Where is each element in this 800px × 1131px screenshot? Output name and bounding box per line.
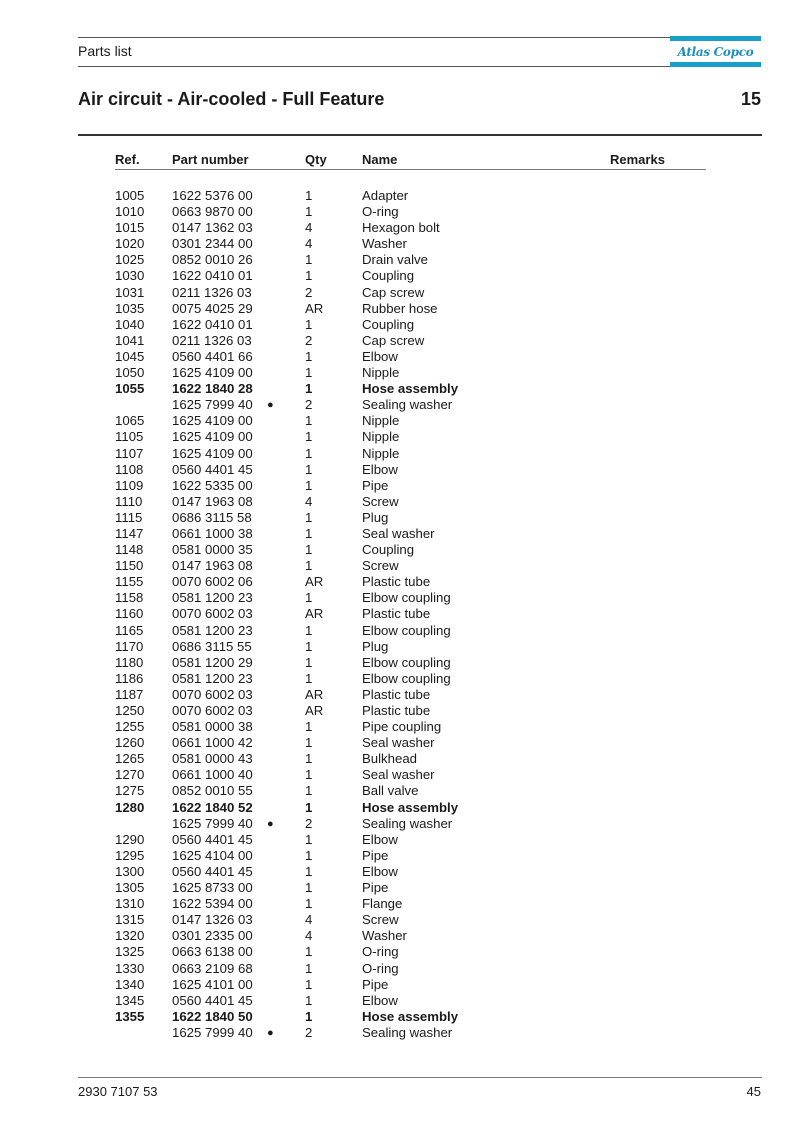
cell-part-number: 0581 1200 23 xyxy=(172,590,253,606)
table-row xyxy=(0,703,800,719)
cell-name: Elbow xyxy=(362,831,398,847)
cell-name: Elbow xyxy=(362,992,398,1008)
cell-ref: 1320 xyxy=(115,928,145,944)
cell-qty: 4 xyxy=(305,912,313,928)
cell-part-number: 1625 4101 00 xyxy=(172,976,253,992)
table-row xyxy=(0,413,800,429)
cell-name: Plastic tube xyxy=(362,703,431,718)
cell-ref: 1165 xyxy=(115,622,144,638)
table-row xyxy=(0,993,800,1009)
cell-qty: 1 xyxy=(305,316,313,332)
cell-qty: 1 xyxy=(305,654,313,670)
cell-part-number: 1622 1840 50 xyxy=(172,1008,253,1024)
cell-name: Screw xyxy=(362,558,399,574)
cell-part-number: 0581 0000 38 xyxy=(172,719,253,735)
cell-qty: 1 xyxy=(305,863,313,879)
table-row xyxy=(0,381,800,397)
cell-part-number: 1622 5376 00 xyxy=(172,188,253,203)
cell-name: Nipple xyxy=(362,445,400,461)
cell-part-number: 1625 7999 40 xyxy=(172,1024,253,1040)
cell-part-number: 0560 4401 45 xyxy=(172,831,253,847)
cell-qty: 1 xyxy=(305,525,313,541)
table-row xyxy=(0,800,800,816)
cell-part-number: 1625 4109 00 xyxy=(172,413,253,429)
cell-ref: 1115 xyxy=(115,509,143,525)
table-row xyxy=(0,462,800,478)
cell-qty: 4 xyxy=(305,928,313,944)
cell-qty: 2 xyxy=(305,397,313,413)
table-row xyxy=(0,623,800,639)
parts-table xyxy=(0,188,800,1041)
cell-ref: 1305 xyxy=(115,880,145,896)
table-row xyxy=(0,880,800,896)
cell-qty: 2 xyxy=(305,284,313,300)
cell-qty: 1 xyxy=(305,188,313,203)
brand-logo xyxy=(670,36,761,67)
cell-ref: 1315 xyxy=(115,912,145,928)
cell-qty: 1 xyxy=(305,509,313,525)
table-row xyxy=(0,268,800,284)
cell-ref: 1045 xyxy=(115,348,145,364)
cell-part-number: 1622 0410 01 xyxy=(172,268,253,284)
cell-name: Seal washer xyxy=(362,525,435,541)
cell-part-number: 0661 1000 38 xyxy=(172,525,253,541)
cell-qty: 1 xyxy=(305,461,313,477)
cell-ref: 1147 xyxy=(115,525,144,541)
cell-ref: 1186 xyxy=(115,670,144,686)
cell-qty: 1 xyxy=(305,783,313,799)
cell-part-number: 1625 4104 00 xyxy=(172,847,253,863)
column-header-name: Name xyxy=(362,152,398,167)
cell-ref: 1040 xyxy=(115,316,145,332)
cell-ref: 1015 xyxy=(115,220,145,236)
cell-ref: 1065 xyxy=(115,413,145,429)
cell-part-number: 0560 4401 66 xyxy=(172,348,253,364)
cell-qty: 1 xyxy=(305,542,313,558)
column-header-ref: Ref. xyxy=(115,152,140,167)
bullet-marker-icon: ● xyxy=(267,399,274,412)
cell-part-number: 0070 6002 03 xyxy=(172,686,253,702)
table-row xyxy=(0,220,800,236)
page-number: 45 xyxy=(746,1084,761,1099)
cell-part-number: 0663 9870 00 xyxy=(172,204,253,220)
cell-ref: 1340 xyxy=(115,976,145,992)
cell-ref: 1310 xyxy=(115,896,145,912)
cell-part-number: 1622 1840 52 xyxy=(172,799,253,815)
table-row xyxy=(0,590,800,606)
cell-name: Washer xyxy=(362,236,407,252)
cell-name: O-ring xyxy=(362,960,399,976)
cell-qty: 1 xyxy=(305,590,313,606)
column-header-rule xyxy=(115,169,706,170)
cell-ref: 1105 xyxy=(115,429,144,445)
cell-ref: 1108 xyxy=(115,461,144,477)
table-row xyxy=(0,252,800,268)
cell-name: Coupling xyxy=(362,542,415,558)
cell-qty: 1 xyxy=(305,847,313,863)
page-title: Air circuit - Air-cooled - Full Feature xyxy=(78,89,385,109)
cell-name: Plug xyxy=(362,509,389,525)
table-row xyxy=(0,574,800,590)
logo-text: Atlas Copco xyxy=(677,44,754,59)
cell-qty: 1 xyxy=(305,960,313,976)
cell-name: Elbow xyxy=(362,863,398,879)
logo-top-bar xyxy=(670,36,761,41)
cell-name: Coupling xyxy=(362,316,415,332)
cell-name: Seal washer xyxy=(362,735,435,751)
title-rule xyxy=(78,134,762,136)
cell-name: Flange xyxy=(362,896,403,912)
table-row xyxy=(0,977,800,993)
cell-qty: 1 xyxy=(305,558,313,574)
cell-qty: 4 xyxy=(305,493,313,509)
cell-qty: 1 xyxy=(305,252,313,268)
header-bottom-rule xyxy=(78,66,683,67)
cell-part-number: 0301 2335 00 xyxy=(172,928,253,944)
cell-name: Seal washer xyxy=(362,767,435,783)
table-row xyxy=(0,783,800,799)
cell-qty: 1 xyxy=(305,767,313,783)
table-row xyxy=(0,494,800,510)
cell-name: O-ring xyxy=(362,204,399,220)
cell-ref: 1150 xyxy=(115,558,144,574)
footer-rule xyxy=(78,1077,762,1078)
bullet-marker-icon: ● xyxy=(267,1026,274,1039)
table-row xyxy=(0,317,800,333)
cell-name: Sealing washer xyxy=(362,815,453,831)
cell-qty: AR xyxy=(305,686,324,702)
cell-name: Pipe xyxy=(362,847,389,863)
cell-name: Washer xyxy=(362,928,407,944)
table-row xyxy=(0,832,800,848)
cell-name: Elbow coupling xyxy=(362,654,451,670)
cell-qty: 1 xyxy=(305,992,313,1008)
table-row xyxy=(0,961,800,977)
table-row xyxy=(0,896,800,912)
cell-part-number: 0661 1000 42 xyxy=(172,735,253,751)
cell-ref: 1180 xyxy=(115,654,144,670)
cell-part-number: 0070 6002 06 xyxy=(172,574,253,590)
cell-ref: 1041 xyxy=(115,332,145,348)
table-row xyxy=(0,944,800,960)
cell-part-number: 0686 3115 58 xyxy=(172,509,252,525)
cell-ref: 1005 xyxy=(115,188,145,203)
cell-name: Plug xyxy=(362,638,389,654)
cell-part-number: 0581 1200 23 xyxy=(172,622,253,638)
cell-qty: 4 xyxy=(305,220,313,236)
cell-name: Screw xyxy=(362,912,399,928)
cell-part-number: 0070 6002 03 xyxy=(172,703,253,718)
cell-part-number: 0147 1963 08 xyxy=(172,558,253,574)
cell-part-number: 0852 0010 55 xyxy=(172,783,253,799)
cell-ref: 1035 xyxy=(115,300,145,316)
cell-ref: 1148 xyxy=(115,542,144,558)
cell-qty: 1 xyxy=(305,751,313,767)
table-row xyxy=(0,719,800,735)
cell-ref: 1158 xyxy=(115,590,144,606)
cell-part-number: 0663 2109 68 xyxy=(172,960,253,976)
cell-name: Plastic tube xyxy=(362,686,431,702)
cell-qty: AR xyxy=(305,300,324,316)
cell-qty: AR xyxy=(305,606,324,622)
cell-ref: 1260 xyxy=(115,735,145,751)
cell-ref: 1020 xyxy=(115,236,145,252)
cell-part-number: 0581 1200 29 xyxy=(172,654,253,670)
document-number: 2930 7107 53 xyxy=(78,1084,158,1099)
cell-ref: 1107 xyxy=(115,445,144,461)
cell-ref: 1055 xyxy=(115,381,145,397)
cell-part-number: 0147 1963 08 xyxy=(172,493,253,509)
cell-qty: AR xyxy=(305,574,324,590)
cell-name: Nipple xyxy=(362,365,400,381)
cell-part-number: 0560 4401 45 xyxy=(172,461,253,477)
cell-name: Elbow xyxy=(362,461,398,477)
cell-name: Plastic tube xyxy=(362,574,431,590)
cell-name: Coupling xyxy=(362,268,415,284)
cell-name: Cap screw xyxy=(362,332,425,348)
table-row xyxy=(0,767,800,783)
table-row xyxy=(0,639,800,655)
table-row xyxy=(0,478,800,494)
table-row xyxy=(0,333,800,349)
cell-name: Nipple xyxy=(362,429,400,445)
cell-part-number: 0301 2344 00 xyxy=(172,236,253,252)
cell-part-number: 0852 0010 26 xyxy=(172,252,253,268)
cell-name: Rubber hose xyxy=(362,300,438,316)
cell-ref: 1187 xyxy=(115,686,144,702)
cell-part-number: 0560 4401 45 xyxy=(172,863,253,879)
cell-ref: 1031 xyxy=(115,284,145,300)
table-row xyxy=(0,542,800,558)
cell-qty: 1 xyxy=(305,365,313,381)
cell-qty: 1 xyxy=(305,735,313,751)
table-row xyxy=(0,912,800,928)
table-row xyxy=(0,446,800,462)
cell-qty: 1 xyxy=(305,831,313,847)
cell-name: Pipe xyxy=(362,880,389,896)
cell-qty: 1 xyxy=(305,622,313,638)
cell-ref: 1010 xyxy=(115,204,145,220)
cell-part-number: 0661 1000 40 xyxy=(172,767,253,783)
cell-part-number: 0560 4401 45 xyxy=(172,992,253,1008)
table-row xyxy=(0,848,800,864)
table-row xyxy=(0,928,800,944)
cell-ref: 1170 xyxy=(115,638,144,654)
cell-name: Cap screw xyxy=(362,284,425,300)
cell-name: Sealing washer xyxy=(362,1024,453,1040)
chapter-number: 15 xyxy=(740,89,761,109)
cell-ref: 1109 xyxy=(115,477,144,493)
column-header-remarks: Remarks xyxy=(610,152,665,167)
cell-name: Screw xyxy=(362,493,399,509)
cell-name: Sealing washer xyxy=(362,397,453,413)
cell-ref: 1330 xyxy=(115,960,145,976)
cell-part-number: 1622 1840 28 xyxy=(172,381,253,397)
cell-part-number: 0211 1326 03 xyxy=(172,332,252,348)
cell-ref: 1025 xyxy=(115,252,145,268)
table-row xyxy=(0,606,800,622)
cell-ref: 1345 xyxy=(115,992,145,1008)
table-row xyxy=(0,510,800,526)
cell-qty: 1 xyxy=(305,880,313,896)
table-row xyxy=(0,864,800,880)
table-row xyxy=(0,429,800,445)
cell-part-number: 0581 1200 23 xyxy=(172,670,253,686)
cell-ref: 1250 xyxy=(115,703,145,718)
cell-name: Ball valve xyxy=(362,783,419,799)
cell-qty: 1 xyxy=(305,1008,313,1024)
table-row xyxy=(0,1025,800,1041)
table-row xyxy=(0,236,800,252)
cell-qty: 1 xyxy=(305,348,313,364)
cell-ref: 1355 xyxy=(115,1008,145,1024)
cell-ref: 1265 xyxy=(115,751,145,767)
table-row xyxy=(0,558,800,574)
cell-part-number: 0581 0000 35 xyxy=(172,542,253,558)
cell-part-number: 0075 4025 29 xyxy=(172,300,253,316)
cell-part-number: 0686 3115 55 xyxy=(172,638,252,654)
cell-qty: 1 xyxy=(305,429,313,445)
cell-part-number: 1625 7999 40 xyxy=(172,815,253,831)
cell-qty: 1 xyxy=(305,976,313,992)
table-row xyxy=(0,655,800,671)
cell-name: Hexagon bolt xyxy=(362,220,440,236)
cell-part-number: 1622 5394 00 xyxy=(172,896,253,912)
table-row xyxy=(0,365,800,381)
cell-qty: 1 xyxy=(305,638,313,654)
cell-name: Pipe xyxy=(362,976,389,992)
cell-ref: 1275 xyxy=(115,783,145,799)
cell-name: Hose assembly xyxy=(362,799,459,815)
cell-qty: 1 xyxy=(305,413,313,429)
column-header-part-number: Part number xyxy=(172,152,249,167)
cell-name: Adapter xyxy=(362,188,409,203)
cell-qty: 2 xyxy=(305,815,313,831)
cell-part-number: 1625 4109 00 xyxy=(172,429,253,445)
cell-name: Hose assembly xyxy=(362,381,459,397)
cell-ref: 1255 xyxy=(115,719,145,735)
cell-qty: 2 xyxy=(305,1024,313,1040)
cell-part-number: 1625 4109 00 xyxy=(172,365,253,381)
table-row xyxy=(0,285,800,301)
table-row xyxy=(0,816,800,832)
cell-part-number: 0581 0000 43 xyxy=(172,751,253,767)
cell-part-number: 0663 6138 00 xyxy=(172,944,253,960)
cell-name: O-ring xyxy=(362,944,399,960)
table-row xyxy=(0,751,800,767)
table-row xyxy=(0,671,800,687)
cell-qty: 1 xyxy=(305,381,313,397)
table-row xyxy=(0,397,800,413)
cell-name: Nipple xyxy=(362,413,400,429)
cell-part-number: 1625 4109 00 xyxy=(172,445,253,461)
cell-name: Elbow coupling xyxy=(362,622,451,638)
column-header-qty: Qty xyxy=(305,152,327,167)
section-label: Parts list xyxy=(78,43,132,59)
cell-qty: 1 xyxy=(305,445,313,461)
cell-ref: 1280 xyxy=(115,799,145,815)
cell-qty: 1 xyxy=(305,944,313,960)
cell-ref: 1290 xyxy=(115,831,145,847)
cell-name: Elbow coupling xyxy=(362,670,451,686)
cell-ref: 1050 xyxy=(115,365,145,381)
table-row xyxy=(0,526,800,542)
cell-part-number: 1622 5335 00 xyxy=(172,477,253,493)
cell-name: Drain valve xyxy=(362,252,428,268)
cell-qty: 4 xyxy=(305,236,313,252)
cell-qty: 2 xyxy=(305,332,313,348)
cell-ref: 1300 xyxy=(115,863,145,879)
cell-ref: 1295 xyxy=(115,847,145,863)
cell-part-number: 0147 1326 03 xyxy=(172,912,253,928)
cell-name: Pipe xyxy=(362,477,389,493)
cell-qty: 1 xyxy=(305,896,313,912)
table-row xyxy=(0,735,800,751)
cell-qty: 1 xyxy=(305,799,313,815)
cell-ref: 1155 xyxy=(115,574,144,590)
cell-part-number: 1625 7999 40 xyxy=(172,397,253,413)
cell-qty: AR xyxy=(305,703,324,718)
cell-name: Pipe coupling xyxy=(362,719,442,735)
cell-qty: 1 xyxy=(305,204,313,220)
bullet-marker-icon: ● xyxy=(267,817,274,830)
table-row xyxy=(0,687,800,703)
cell-part-number: 0070 6002 03 xyxy=(172,606,253,622)
cell-ref: 1270 xyxy=(115,767,145,783)
cell-name: Elbow coupling xyxy=(362,590,451,606)
cell-qty: 1 xyxy=(305,268,313,284)
table-row xyxy=(0,188,800,204)
logo-bottom-bar xyxy=(670,62,761,67)
cell-name: Elbow xyxy=(362,348,398,364)
cell-ref: 1325 xyxy=(115,944,145,960)
cell-name: Bulkhead xyxy=(362,751,417,767)
table-row xyxy=(0,301,800,317)
cell-part-number: 0211 1326 03 xyxy=(172,284,252,300)
table-row xyxy=(0,1009,800,1025)
header-top-rule xyxy=(78,37,683,38)
cell-qty: 1 xyxy=(305,477,313,493)
cell-ref: 1160 xyxy=(115,606,144,622)
table-row xyxy=(0,349,800,365)
cell-part-number: 1622 0410 01 xyxy=(172,316,253,332)
cell-name: Hose assembly xyxy=(362,1008,459,1024)
table-row xyxy=(0,204,800,220)
cell-ref: 1030 xyxy=(115,268,145,284)
cell-qty: 1 xyxy=(305,670,313,686)
cell-name: Plastic tube xyxy=(362,606,431,622)
cell-part-number: 1625 8733 00 xyxy=(172,880,253,896)
cell-part-number: 0147 1362 03 xyxy=(172,220,253,236)
cell-ref: 1110 xyxy=(115,493,143,509)
cell-qty: 1 xyxy=(305,719,313,735)
